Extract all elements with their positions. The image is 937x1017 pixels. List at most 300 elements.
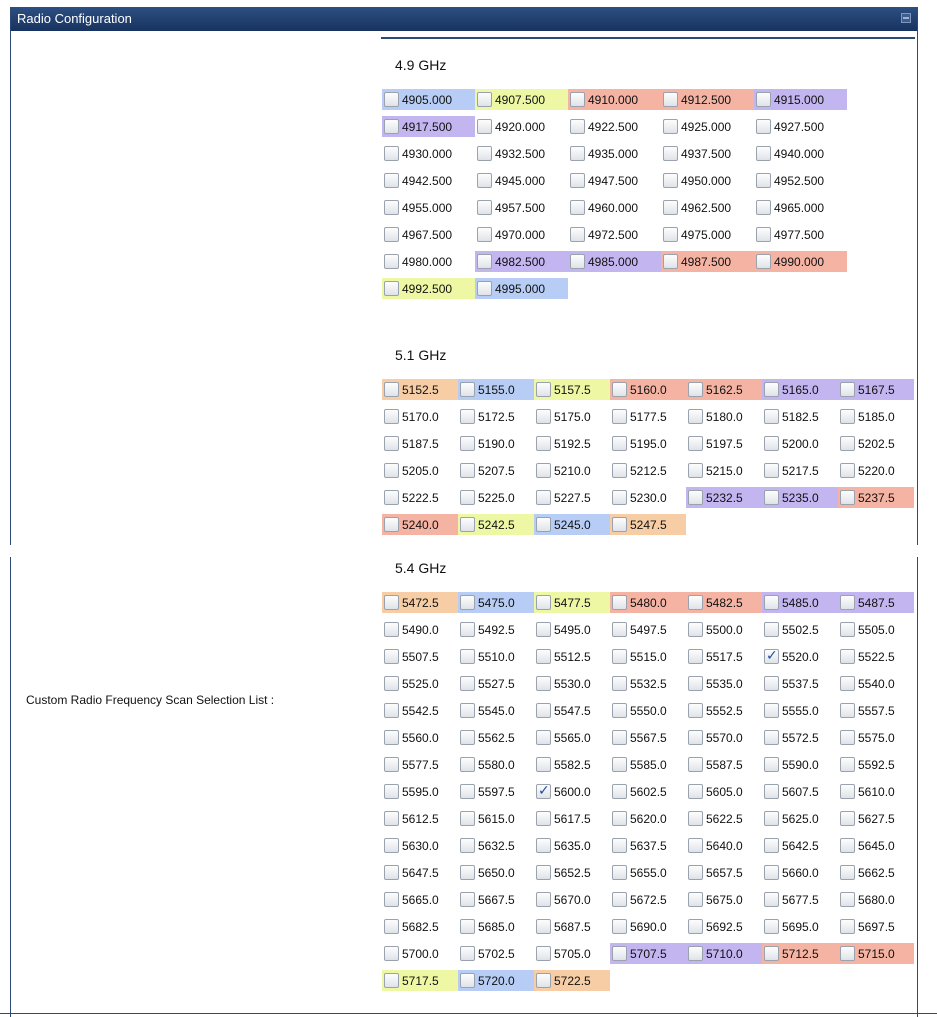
channel-checkbox[interactable] [384,382,399,397]
channel-option-4982-500[interactable] [475,251,568,272]
channel-checkbox[interactable] [764,436,779,451]
channel-option-5640-0[interactable] [686,835,762,856]
channel-checkbox[interactable] [688,865,703,880]
channel-checkbox[interactable] [612,784,627,799]
channel-checkbox[interactable] [764,649,779,664]
channel-option-4957-500[interactable] [475,197,568,218]
channel-checkbox[interactable] [384,811,399,826]
channel-option-5175-0[interactable] [534,406,610,427]
channel-checkbox[interactable] [570,254,585,269]
channel-checkbox[interactable] [460,811,475,826]
channel-option-5542-5[interactable] [382,700,458,721]
channel-checkbox[interactable] [612,409,627,424]
channel-option-5682-5[interactable] [382,916,458,937]
channel-option-5172-5[interactable] [458,406,534,427]
channel-checkbox[interactable] [612,595,627,610]
channel-checkbox[interactable] [477,119,492,134]
channel-checkbox[interactable] [570,92,585,107]
channel-checkbox[interactable] [384,703,399,718]
channel-option-4965-000[interactable] [754,197,847,218]
channel-option-5670-0[interactable] [534,889,610,910]
channel-option-5587-5[interactable] [686,754,762,775]
channel-option-4932-500[interactable] [475,143,568,164]
channel-checkbox[interactable] [688,757,703,772]
channel-checkbox[interactable] [688,463,703,478]
channel-option-5535-0[interactable] [686,673,762,694]
channel-checkbox[interactable] [536,463,551,478]
channel-checkbox[interactable] [840,463,855,478]
channel-option-5585-0[interactable] [610,754,686,775]
channel-checkbox[interactable] [460,946,475,961]
collapse-icon[interactable] [901,13,911,23]
channel-checkbox[interactable] [384,892,399,907]
channel-option-5160-0[interactable] [610,379,686,400]
channel-checkbox[interactable] [460,892,475,907]
channel-option-5157-5[interactable] [534,379,610,400]
channel-option-5695-0[interactable] [762,916,838,937]
channel-checkbox[interactable] [460,409,475,424]
channel-checkbox[interactable] [536,919,551,934]
channel-checkbox[interactable] [536,436,551,451]
channel-option-5577-5[interactable] [382,754,458,775]
channel-checkbox[interactable] [460,838,475,853]
channel-option-5540-0[interactable] [838,673,914,694]
channel-option-5187-5[interactable] [382,433,458,454]
channel-option-5237-5[interactable] [838,487,914,508]
channel-option-5625-0[interactable] [762,808,838,829]
channel-checkbox[interactable] [612,490,627,505]
channel-checkbox[interactable] [536,517,551,532]
channel-checkbox[interactable] [477,146,492,161]
channel-checkbox[interactable] [663,92,678,107]
channel-option-5672-5[interactable] [610,889,686,910]
channel-checkbox[interactable] [384,595,399,610]
channel-checkbox[interactable] [764,892,779,907]
channel-option-4960-000[interactable] [568,197,661,218]
channel-option-5567-5[interactable] [610,727,686,748]
channel-option-5655-0[interactable] [610,862,686,883]
channel-option-5662-5[interactable] [838,862,914,883]
channel-checkbox[interactable] [764,757,779,772]
channel-option-5520-0[interactable] [762,646,838,667]
channel-checkbox[interactable] [688,892,703,907]
channel-checkbox[interactable] [460,757,475,772]
channel-option-5487-5[interactable] [838,592,914,613]
channel-checkbox[interactable] [384,281,399,296]
channel-option-5707-5[interactable] [610,943,686,964]
channel-option-5555-0[interactable] [762,700,838,721]
channel-checkbox[interactable] [764,919,779,934]
channel-option-4922-500[interactable] [568,116,661,137]
channel-option-5177-5[interactable] [610,406,686,427]
channel-option-5512-5[interactable] [534,646,610,667]
channel-option-5495-0[interactable] [534,619,610,640]
channel-checkbox[interactable] [536,622,551,637]
channel-checkbox[interactable] [384,676,399,691]
channel-option-5197-5[interactable] [686,433,762,454]
channel-checkbox[interactable] [612,892,627,907]
channel-option-5547-5[interactable] [534,700,610,721]
channel-checkbox[interactable] [612,649,627,664]
channel-checkbox[interactable] [477,200,492,215]
channel-checkbox[interactable] [460,784,475,799]
channel-option-5507-5[interactable] [382,646,458,667]
channel-checkbox[interactable] [688,703,703,718]
channel-option-5595-0[interactable] [382,781,458,802]
channel-option-4977-500[interactable] [754,224,847,245]
channel-checkbox[interactable] [688,676,703,691]
channel-option-5510-0[interactable] [458,646,534,667]
channel-option-5710-0[interactable] [686,943,762,964]
channel-option-5502-5[interactable] [762,619,838,640]
channel-checkbox[interactable] [612,703,627,718]
channel-option-5152-5[interactable] [382,379,458,400]
channel-checkbox[interactable] [840,919,855,934]
channel-checkbox[interactable] [536,892,551,907]
channel-option-5675-0[interactable] [686,889,762,910]
channel-option-5212-5[interactable] [610,460,686,481]
channel-option-5667-5[interactable] [458,889,534,910]
channel-checkbox[interactable] [460,463,475,478]
channel-checkbox[interactable] [840,436,855,451]
channel-checkbox[interactable] [688,919,703,934]
channel-checkbox[interactable] [764,730,779,745]
channel-option-5690-0[interactable] [610,916,686,937]
channel-option-5525-0[interactable] [382,673,458,694]
channel-option-5472-5[interactable] [382,592,458,613]
channel-option-5630-0[interactable] [382,835,458,856]
channel-option-5622-5[interactable] [686,808,762,829]
channel-checkbox[interactable] [477,254,492,269]
channel-checkbox[interactable] [688,946,703,961]
channel-option-5557-5[interactable] [838,700,914,721]
channel-checkbox[interactable] [460,973,475,988]
channel-option-4980-000[interactable] [382,251,475,272]
channel-checkbox[interactable] [688,784,703,799]
channel-checkbox[interactable] [460,517,475,532]
channel-checkbox[interactable] [840,730,855,745]
channel-option-5482-5[interactable] [686,592,762,613]
channel-checkbox[interactable] [384,254,399,269]
channel-checkbox[interactable] [536,490,551,505]
channel-option-5665-0[interactable] [382,889,458,910]
channel-checkbox[interactable] [688,490,703,505]
channel-option-5620-0[interactable] [610,808,686,829]
channel-checkbox[interactable] [840,703,855,718]
channel-checkbox[interactable] [460,622,475,637]
channel-option-5642-5[interactable] [762,835,838,856]
channel-option-5550-0[interactable] [610,700,686,721]
channel-checkbox[interactable] [840,649,855,664]
channel-checkbox[interactable] [460,649,475,664]
channel-checkbox[interactable] [840,946,855,961]
channel-option-4972-500[interactable] [568,224,661,245]
channel-checkbox[interactable] [384,173,399,188]
channel-checkbox[interactable] [384,463,399,478]
channel-option-4915-000[interactable] [754,89,847,110]
channel-option-5652-5[interactable] [534,862,610,883]
channel-option-5590-0[interactable] [762,754,838,775]
channel-checkbox[interactable] [570,227,585,242]
channel-option-5230-0[interactable] [610,487,686,508]
channel-option-5605-0[interactable] [686,781,762,802]
channel-option-5225-0[interactable] [458,487,534,508]
channel-checkbox[interactable] [384,757,399,772]
channel-checkbox[interactable] [688,436,703,451]
channel-option-4992-500[interactable] [382,278,475,299]
channel-checkbox[interactable] [764,811,779,826]
channel-option-5612-5[interactable] [382,808,458,829]
channel-option-5167-5[interactable] [838,379,914,400]
channel-option-5477-5[interactable] [534,592,610,613]
channel-checkbox[interactable] [612,757,627,772]
channel-option-4937-500[interactable] [661,143,754,164]
channel-option-4945-000[interactable] [475,170,568,191]
channel-option-5527-5[interactable] [458,673,534,694]
channel-checkbox[interactable] [756,146,771,161]
channel-checkbox[interactable] [663,146,678,161]
channel-option-5245-0[interactable] [534,514,610,535]
channel-checkbox[interactable] [756,92,771,107]
channel-option-5552-5[interactable] [686,700,762,721]
channel-checkbox[interactable] [536,946,551,961]
channel-option-5592-5[interactable] [838,754,914,775]
channel-option-5712-5[interactable] [762,943,838,964]
channel-option-5562-5[interactable] [458,727,534,748]
channel-option-5660-0[interactable] [762,862,838,883]
channel-checkbox[interactable] [840,382,855,397]
channel-option-5657-5[interactable] [686,862,762,883]
channel-checkbox[interactable] [460,703,475,718]
channel-checkbox[interactable] [612,811,627,826]
channel-option-4955-000[interactable] [382,197,475,218]
channel-option-5545-0[interactable] [458,700,534,721]
channel-option-5485-0[interactable] [762,592,838,613]
channel-checkbox[interactable] [756,227,771,242]
channel-checkbox[interactable] [536,703,551,718]
channel-option-5615-0[interactable] [458,808,534,829]
channel-checkbox[interactable] [384,919,399,934]
channel-checkbox[interactable] [384,490,399,505]
channel-option-5582-5[interactable] [534,754,610,775]
channel-option-5650-0[interactable] [458,862,534,883]
channel-option-5632-5[interactable] [458,835,534,856]
channel-checkbox[interactable] [688,409,703,424]
channel-checkbox[interactable] [840,409,855,424]
channel-checkbox[interactable] [384,865,399,880]
channel-checkbox[interactable] [536,811,551,826]
channel-option-4935-000[interactable] [568,143,661,164]
channel-checkbox[interactable] [570,200,585,215]
channel-checkbox[interactable] [460,919,475,934]
channel-option-5715-0[interactable] [838,943,914,964]
channel-checkbox[interactable] [764,595,779,610]
channel-option-5170-0[interactable] [382,406,458,427]
channel-checkbox[interactable] [570,173,585,188]
channel-option-5490-0[interactable] [382,619,458,640]
channel-option-4950-000[interactable] [661,170,754,191]
channel-option-5565-0[interactable] [534,727,610,748]
channel-option-5242-5[interactable] [458,514,534,535]
channel-checkbox[interactable] [840,595,855,610]
channel-checkbox[interactable] [688,730,703,745]
channel-checkbox[interactable] [384,409,399,424]
channel-option-5560-0[interactable] [382,727,458,748]
channel-option-5680-0[interactable] [838,889,914,910]
channel-checkbox[interactable] [570,146,585,161]
channel-checkbox[interactable] [663,173,678,188]
channel-option-4905-000[interactable] [382,89,475,110]
channel-checkbox[interactable] [840,865,855,880]
channel-option-5637-5[interactable] [610,835,686,856]
channel-checkbox[interactable] [477,92,492,107]
channel-checkbox[interactable] [688,622,703,637]
channel-checkbox[interactable] [384,730,399,745]
channel-checkbox[interactable] [536,676,551,691]
channel-option-4940-000[interactable] [754,143,847,164]
channel-option-5205-0[interactable] [382,460,458,481]
channel-checkbox[interactable] [460,436,475,451]
channel-checkbox[interactable] [663,119,678,134]
channel-checkbox[interactable] [570,119,585,134]
channel-checkbox[interactable] [384,146,399,161]
channel-option-5607-5[interactable] [762,781,838,802]
channel-option-4920-000[interactable] [475,116,568,137]
channel-checkbox[interactable] [612,946,627,961]
channel-checkbox[interactable] [764,463,779,478]
channel-option-5647-5[interactable] [382,862,458,883]
channel-option-4967-500[interactable] [382,224,475,245]
channel-checkbox[interactable] [384,227,399,242]
channel-option-5247-5[interactable] [610,514,686,535]
channel-option-4930-000[interactable] [382,143,475,164]
channel-option-5597-5[interactable] [458,781,534,802]
channel-option-4952-500[interactable] [754,170,847,191]
channel-checkbox[interactable] [688,595,703,610]
channel-option-5220-0[interactable] [838,460,914,481]
channel-checkbox[interactable] [756,254,771,269]
channel-checkbox[interactable] [663,254,678,269]
channel-option-5202-5[interactable] [838,433,914,454]
channel-checkbox[interactable] [756,200,771,215]
channel-option-4990-000[interactable] [754,251,847,272]
channel-checkbox[interactable] [384,92,399,107]
channel-checkbox[interactable] [384,649,399,664]
channel-option-5227-5[interactable] [534,487,610,508]
channel-option-5645-0[interactable] [838,835,914,856]
channel-option-5497-5[interactable] [610,619,686,640]
channel-option-5505-0[interactable] [838,619,914,640]
channel-option-5720-0[interactable] [458,970,534,991]
channel-checkbox[interactable] [756,173,771,188]
channel-option-5180-0[interactable] [686,406,762,427]
channel-checkbox[interactable] [764,490,779,505]
channel-option-4910-000[interactable] [568,89,661,110]
channel-checkbox[interactable] [477,173,492,188]
channel-checkbox[interactable] [536,730,551,745]
channel-option-5165-0[interactable] [762,379,838,400]
channel-option-4987-500[interactable] [661,251,754,272]
channel-option-5155-0[interactable] [458,379,534,400]
channel-checkbox[interactable] [460,490,475,505]
channel-option-5190-0[interactable] [458,433,534,454]
channel-checkbox[interactable] [688,649,703,664]
channel-option-4942-500[interactable] [382,170,475,191]
channel-checkbox[interactable] [536,784,551,799]
channel-checkbox[interactable] [460,382,475,397]
channel-checkbox[interactable] [536,838,551,853]
channel-option-5685-0[interactable] [458,916,534,937]
channel-checkbox[interactable] [756,119,771,134]
channel-option-4927-500[interactable] [754,116,847,137]
channel-checkbox[interactable] [384,973,399,988]
channel-option-4907-500[interactable] [475,89,568,110]
channel-option-5530-0[interactable] [534,673,610,694]
channel-checkbox[interactable] [764,703,779,718]
channel-checkbox[interactable] [384,784,399,799]
channel-checkbox[interactable] [612,622,627,637]
channel-checkbox[interactable] [384,838,399,853]
channel-option-5182-5[interactable] [762,406,838,427]
channel-option-5570-0[interactable] [686,727,762,748]
channel-checkbox[interactable] [840,490,855,505]
channel-option-5210-0[interactable] [534,460,610,481]
channel-option-5480-0[interactable] [610,592,686,613]
channel-checkbox[interactable] [536,973,551,988]
channel-option-4975-000[interactable] [661,224,754,245]
channel-checkbox[interactable] [384,517,399,532]
channel-option-5515-0[interactable] [610,646,686,667]
channel-option-4925-000[interactable] [661,116,754,137]
channel-checkbox[interactable] [688,382,703,397]
channel-option-5475-0[interactable] [458,592,534,613]
channel-checkbox[interactable] [460,676,475,691]
channel-option-5522-5[interactable] [838,646,914,667]
channel-option-5532-5[interactable] [610,673,686,694]
channel-option-5610-0[interactable] [838,781,914,802]
channel-checkbox[interactable] [536,649,551,664]
channel-checkbox[interactable] [764,382,779,397]
channel-checkbox[interactable] [536,382,551,397]
channel-checkbox[interactable] [688,838,703,853]
channel-option-5702-5[interactable] [458,943,534,964]
channel-option-5722-5[interactable] [534,970,610,991]
channel-checkbox[interactable] [384,119,399,134]
channel-option-5192-5[interactable] [534,433,610,454]
channel-checkbox[interactable] [536,865,551,880]
channel-option-4970-000[interactable] [475,224,568,245]
channel-checkbox[interactable] [612,676,627,691]
channel-option-5717-5[interactable] [382,970,458,991]
channel-checkbox[interactable] [536,409,551,424]
channel-option-5692-5[interactable] [686,916,762,937]
channel-checkbox[interactable] [764,838,779,853]
channel-checkbox[interactable] [612,865,627,880]
channel-option-4912-500[interactable] [661,89,754,110]
channel-checkbox[interactable] [764,784,779,799]
channel-checkbox[interactable] [536,595,551,610]
channel-option-5195-0[interactable] [610,433,686,454]
channel-option-4917-500[interactable] [382,116,475,137]
channel-checkbox[interactable] [663,227,678,242]
channel-checkbox[interactable] [384,622,399,637]
channel-option-5235-0[interactable] [762,487,838,508]
channel-checkbox[interactable] [612,730,627,745]
channel-checkbox[interactable] [612,436,627,451]
channel-checkbox[interactable] [840,676,855,691]
channel-option-5580-0[interactable] [458,754,534,775]
channel-checkbox[interactable] [460,730,475,745]
